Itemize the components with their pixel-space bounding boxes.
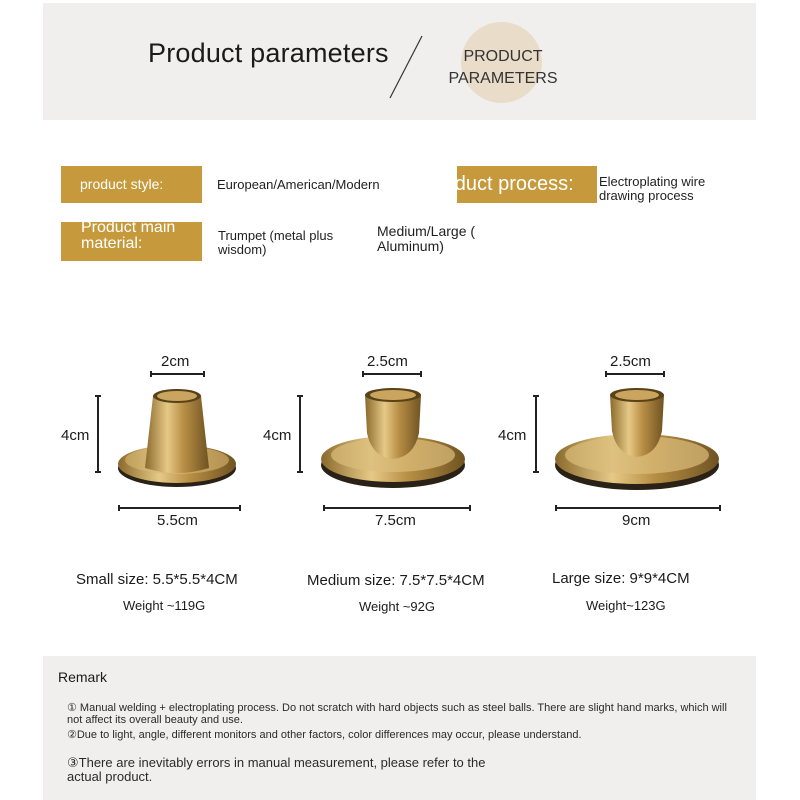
- large-size-label: Large size: 9*9*4CM: [552, 570, 690, 587]
- material-value-secondary: Medium/Large ( Aluminum): [377, 223, 476, 254]
- small-bottom-dimension: 5.5cm: [157, 512, 198, 529]
- remark-item: ②Due to light, angle, different monitors and other factors, color differences may occur, please understand.: [67, 729, 582, 741]
- large-height-dimension: 4cm: [498, 427, 527, 444]
- large-bottom-dimension: 9cm: [622, 512, 651, 529]
- medium-candle-holder-image: [318, 385, 468, 493]
- large-top-dimension-line: [605, 373, 665, 375]
- small-size-label: Small size: 5.5*5.5*4CM: [76, 571, 238, 588]
- remark-item: ① Manual welding + electroplating process. Do not scratch with hard objects such as steel balls. There are slight hand marks, which will not affect its overall beauty and use.: [67, 702, 727, 726]
- small-candle-holder-image: [115, 384, 240, 492]
- process-label: roduct process:: [457, 166, 597, 203]
- medium-top-dimension-line: [362, 373, 422, 375]
- remark-title: Remark: [58, 669, 108, 685]
- medium-height-dimension: 4cm: [263, 427, 292, 444]
- slash-divider: [388, 35, 424, 99]
- large-weight-label: Weight~123G: [586, 598, 666, 613]
- small-weight-label: Weight ~119G: [123, 598, 206, 613]
- small-height-dimension-line: [97, 395, 99, 473]
- medium-size-label: Medium size: 7.5*7.5*4CM: [307, 572, 485, 589]
- material-value: Trumpet (metal plus wisdom): [218, 228, 334, 257]
- large-bottom-dimension-line: [555, 507, 721, 509]
- medium-top-dimension: 2.5cm: [367, 353, 408, 370]
- page-title: Product parameters: [148, 38, 389, 68]
- remark-item: ③There are inevitably errors in manual measurement, please refer to the actual product.: [67, 755, 486, 784]
- medium-bottom-dimension-line: [323, 507, 471, 509]
- small-top-dimension-line: [150, 373, 205, 375]
- large-candle-holder-image: [552, 385, 722, 495]
- large-height-dimension-line: [535, 395, 537, 473]
- style-value: European/American/Modern: [217, 177, 380, 192]
- medium-bottom-dimension: 7.5cm: [375, 512, 416, 529]
- small-height-dimension: 4cm: [61, 427, 90, 444]
- small-bottom-dimension-line: [118, 507, 241, 509]
- medium-height-dimension-line: [299, 395, 301, 473]
- large-top-dimension: 2.5cm: [610, 353, 651, 370]
- material-label-text: Product main material:: [81, 219, 176, 252]
- header-subtitle: PRODUCT PARAMETERS: [448, 48, 558, 87]
- material-label: [61, 219, 202, 261]
- process-value: Electroplating wire drawing process: [599, 174, 706, 203]
- small-top-dimension: 2cm: [161, 353, 190, 370]
- style-label: product style:: [61, 166, 202, 203]
- medium-weight-label: Weight ~92G: [359, 599, 436, 614]
